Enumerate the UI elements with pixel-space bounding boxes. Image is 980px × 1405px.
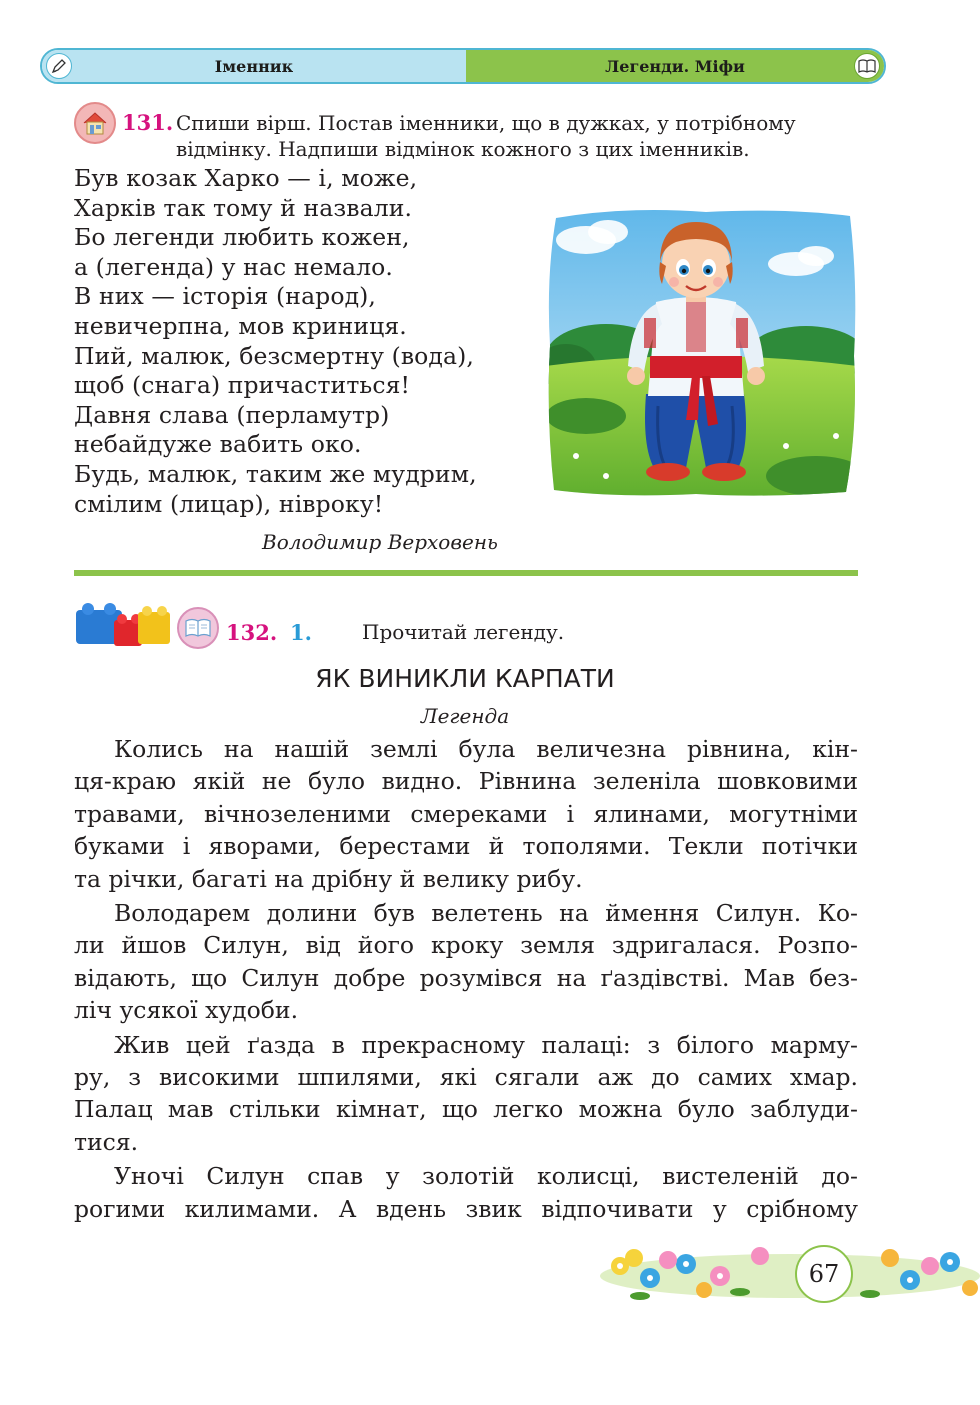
story-title: ЯК ВИНИКЛИ КАРПАТИ [315,664,615,693]
text-line: травами, вічнозеленими смереками і ялинами, могутніми [74,799,858,828]
open-book-icon [177,607,219,649]
paragraph [74,733,858,895]
poem [74,164,544,519]
poem-line: Давня слава (перламутр) [74,400,390,429]
text-line: Колись на нашій землі була величезна рівнина, кін- [114,735,858,763]
task-instruction-line2: відмінку. Надпиши відмінок кожного з цих іменників. [176,137,750,161]
text-line: Володарем долини був велетень на ймення Силун. Ко- [114,899,858,928]
poem-author: Володимир Верховень [262,530,498,554]
poem-line: В них — історія (народ), [74,282,376,311]
text-line: ли йшов Силун, від його кроку земля здригалася. Розпо- [74,931,858,960]
poem-line: а (легенда) у нас немало. [74,252,393,281]
poem-line: Харків так тому й назвали. [74,193,413,222]
text-line: буками і яворами, берестами й тополями. Текли потічки [74,832,858,861]
poem-line: смілим (лицар), нівроку! [74,489,384,518]
task-instruction-line1: Спиши вірш. Постав іменники, що в дужках, у потрібному [176,111,796,135]
text-line: ця-краю якій не було видно. Рівнина зеленіла шовковими [74,767,858,796]
section-divider [74,570,858,576]
header-right-section [466,50,884,82]
text-line: ру, з високими шпилями, які сягали аж до самих хмар. [74,1063,858,1092]
home-task-icon [74,102,116,144]
task-number: 132. [226,620,278,645]
subtask-number: 1. [290,620,312,645]
poem-line: невичерпна, мов криниця. [74,311,407,340]
pen-icon [46,53,72,79]
paragraph [74,897,858,1027]
poem-line: Бо легенди любить кожен, [74,223,410,252]
text-line: Жив цей ґазда в прекрасному палаці: з білого марму- [114,1030,858,1059]
task-number: 131. [122,110,174,135]
text-line: Палац мав стільки кімнат, що легко можна було заблуди- [74,1095,858,1124]
subtask-instruction: Прочитай легенду. [362,620,565,644]
text-line: відають, що Силун добре розумівся на ґаздівстві. Мав без- [74,963,858,992]
header-left-section [42,50,466,82]
paragraph [74,1160,858,1225]
text-line: Уночі Силун спав у золотій колисці, вистеленій до- [114,1162,858,1191]
header-section-title: Іменник [214,56,294,76]
text-line: рогими килимами. А вдень звик відпочивати у срібному [74,1194,858,1223]
poem-line: Був козак Харко — і, може, [74,164,418,192]
poem-line: небайдуже вабить око. [74,430,362,459]
story-text [74,733,858,1227]
page-number: 67 [795,1245,853,1303]
cossack-boy-illustration [546,206,858,498]
poem-line: Будь, малюк, таким же мудрим, [74,459,477,488]
poem-line: щоб (снага) причаститься! [74,371,411,400]
book-icon [854,53,880,79]
text-line: ліч усякої худоби. [74,996,299,1025]
header-topic-title: Легенди. Міфи [605,56,745,76]
text-line: та річки, багаті на дрібну й велику рибу. [74,864,583,893]
page-header [40,48,886,84]
lego-blocks-icon [74,600,172,648]
paragraph [74,1029,858,1159]
flower-border-decoration [600,1236,980,1314]
story-genre: Легенда [420,704,510,728]
text-line: тися. [74,1127,139,1156]
poem-line: Пий, малюк, безсмертну (вода), [74,341,474,370]
